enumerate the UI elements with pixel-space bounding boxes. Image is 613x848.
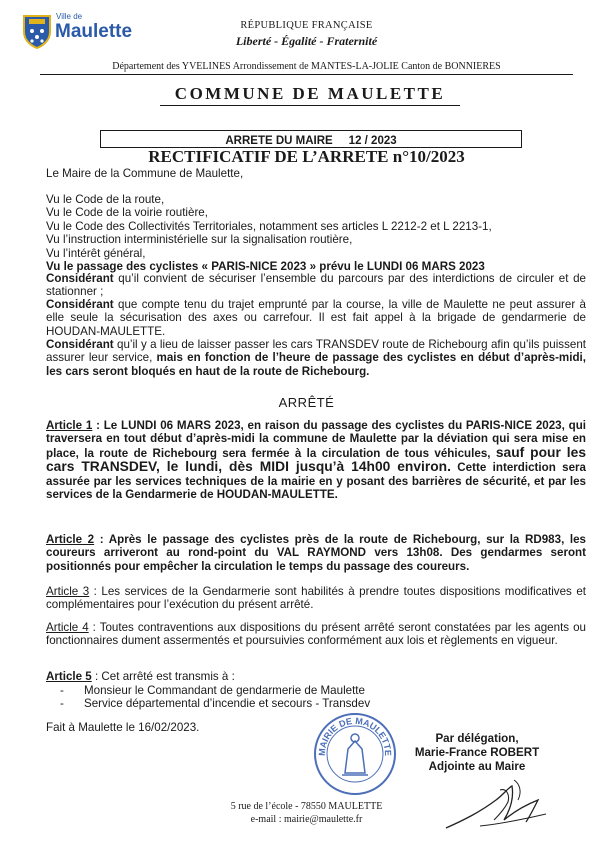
mairie-stamp-icon bbox=[312, 711, 398, 797]
footer-email: e-mail : mairie@maulette.fr bbox=[250, 814, 363, 825]
signature-title: Adjointe au Maire bbox=[428, 760, 526, 773]
article-2-label: Article 2 bbox=[46, 533, 95, 546]
signature-block bbox=[402, 732, 552, 774]
vu-item: Vu l’instruction interministérielle sur la signalisation routière, bbox=[46, 233, 353, 247]
vu-item: Vu le Code de la route, bbox=[46, 193, 165, 206]
article-4-text: : Toutes contraventions aux dispositions du présent arrêté seront constatées par les agents ou fonctionnaires dument assermentés et poursuivies conformément aux lois et règlements en vigueur. bbox=[46, 621, 586, 648]
arrete-box bbox=[100, 130, 522, 148]
article-2 bbox=[46, 533, 586, 573]
article-1-emphasis: sauf pour les cars TRANSDEV, le lundi, dès MIDI jusqu’à 14h00 environ. bbox=[46, 444, 586, 475]
article-1-label: Article 1 bbox=[46, 419, 93, 432]
svg-text:MAIRIE DE MAULETTE bbox=[317, 716, 393, 756]
article-5-text: : Cet arrêté est transmis à : bbox=[91, 670, 235, 683]
considerant-1 bbox=[46, 272, 586, 299]
recipient-text: Service départemental d’incendie et secours - Transdev bbox=[84, 697, 371, 711]
rectificatif-title: RECTIFICATIF DE L’ARRETE n°10/2023 bbox=[148, 147, 465, 166]
article-2-text: : Après le passage des cyclistes près de la route de Richebourg, sur la RD983, les coureurs arriveront au rond-point du VAL RAYMOND vers 13h08. Des gendarmes seront positionnés pour empêcher la circulation le temps du passage des coureurs. bbox=[46, 533, 586, 573]
considerant-3 bbox=[46, 338, 586, 378]
considerant-word: Considérant bbox=[46, 272, 114, 285]
signature-line-1: Par délégation, bbox=[435, 732, 519, 745]
recipient-list bbox=[60, 684, 560, 711]
republic-label: RÉPUBLIQUE FRANÇAISE bbox=[240, 20, 373, 31]
article-3-text: : Les services de la Gendarmerie sont habilités à prendre toutes dispositions modificatives et complémentaires pour l’exécution du présent arrêté. bbox=[46, 585, 586, 612]
article-1-text: : Le LUNDI 06 MARS 2023, en raison du passage des cyclistes du PARIS-NICE 2023, qui traversera en tout début d’après-midi la commune de Maulette par la déviation qui sera mise en place, la route de Richebourg sera fermée à la circulation de tous véhicules, bbox=[46, 419, 586, 460]
article-1-text-end: Cette interdiction sera assurée par les services techniques de la mairie en y posant des barrières de sécurité, et par les services de la Gendarmerie de HOUDAN-MAULETTE. bbox=[46, 461, 586, 502]
article-5 bbox=[46, 670, 586, 683]
article-5-label: Article 5 bbox=[46, 670, 92, 683]
considerant-2 bbox=[46, 298, 586, 338]
department-line: Département des YVELINES Arrondissement de MANTES-LA-JOLIE Canton de BONNIERES bbox=[40, 61, 573, 75]
considerant-3-text: qu’il y a lieu de laisser passer les cars TRANSDEV route de Richebourg afin qu’ils puissent assurer leur service, bbox=[46, 338, 586, 365]
republic-motto: Liberté - Égalité - Fraternité bbox=[235, 34, 378, 48]
vu-item: Vu l’intérêt général, bbox=[46, 246, 146, 260]
done-at: Fait à Maulette le 16/02/2023. bbox=[46, 721, 200, 734]
recipient-text: Monsieur le Commandant de gendarmerie de Maulette bbox=[84, 684, 365, 697]
vu-list bbox=[46, 193, 586, 273]
vu-item: Vu le Code des Collectivités Territoriales, notamment ses articles L 2212-2 et L 2213-1, bbox=[46, 219, 492, 233]
stamp-text: MAIRIE DE MAULETTE bbox=[316, 715, 394, 757]
recipient-item: - Monsieur le Commandant de gendarmerie de Maulette bbox=[60, 684, 365, 697]
logo-name: Maulette bbox=[55, 21, 133, 42]
footer-address: 5 rue de l’école - 78550 MAULETTE bbox=[230, 801, 383, 812]
considerant-word: Considérant bbox=[46, 338, 114, 351]
considerant-word: Considérant bbox=[46, 298, 114, 311]
arrete-heading: ARRÊTÉ bbox=[278, 395, 335, 410]
considerant-3-bold: mais en fonction de l’heure de passage des cyclistes en début d’après-midi, les cars seront bloqués en haut de la route de Richebourg. bbox=[46, 351, 586, 378]
recipient-item: - Service départemental d’incendie et secours - Transdev bbox=[60, 697, 371, 711]
arrete-box-label: ARRETE DU MAIRE 12 / 2023 bbox=[225, 135, 397, 147]
considerant-2-text: que compte tenu du trajet emprunté par la course, la ville de Maulette ne peut assurer à elle seule la sécurisation des axes ou carrefour. Il est fait appel à la brigade de gendarmerie de HOUDAN-MAULETTE. bbox=[46, 298, 586, 338]
mayor-intro: Le Maire de la Commune de Maulette, bbox=[46, 167, 244, 180]
signature-name: Marie-France ROBERT bbox=[414, 746, 540, 759]
vu-item: Vu le Code de la voirie routière, bbox=[46, 206, 208, 220]
article-4-label: Article 4 bbox=[46, 621, 89, 634]
vu-item-bold: Vu le passage des cyclistes « PARIS-NICE 2023 » prévu le LUNDI 06 MARS 2023 bbox=[46, 260, 485, 274]
logo-small-text: Ville de bbox=[56, 12, 83, 21]
article-4 bbox=[46, 621, 586, 648]
article-1 bbox=[46, 419, 586, 501]
article-3 bbox=[46, 585, 586, 612]
article-3-label: Article 3 bbox=[46, 585, 90, 598]
commune-title: COMMUNE DE MAULETTE bbox=[160, 84, 460, 106]
considerant-1-text: qu’il convient de sécuriser l’ensemble du parcours par des interdictions de circuler et de stationner ; bbox=[46, 272, 586, 299]
